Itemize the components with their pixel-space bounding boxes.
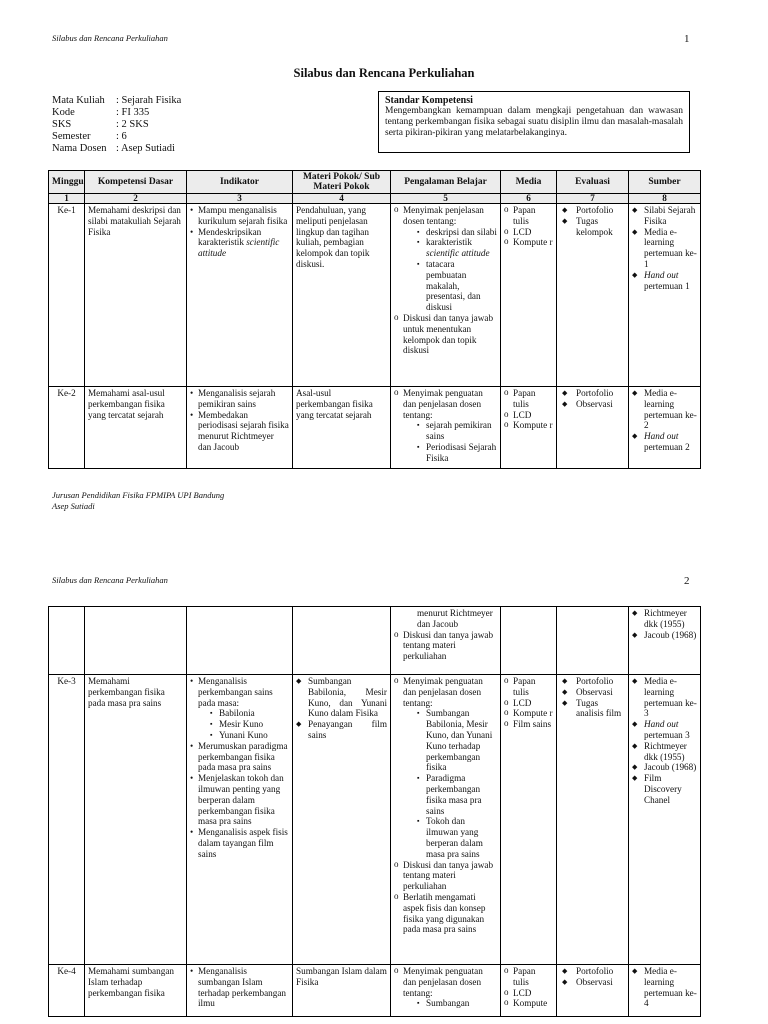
list-item: ▪ Tokoh dan ilmuwan yang berperan dalam masa pra sains [417, 816, 497, 859]
list-item: ◆ Observasi [560, 977, 625, 988]
syllabus-table-page2 [48, 606, 701, 1017]
list-item: o Kompute r [504, 420, 553, 431]
list-item: o Papan tulis [504, 205, 553, 227]
evaluasi-cell [557, 204, 629, 387]
list-item: ◆ Richtmeyer dkk (1955) [632, 741, 697, 763]
table-row [49, 965, 701, 1017]
minggu-cell: Ke-4 [49, 965, 85, 1017]
indikator-cell [187, 387, 293, 469]
info-label: Kode [52, 107, 75, 118]
materi-cell: Sumbangan Islam dalam Fisika [293, 965, 391, 1017]
pengalaman-cell [391, 675, 501, 965]
indikator-cell [187, 675, 293, 965]
list-item: • Menjelaskan tokoh dan ilmuwan penting yang berperan dalam perkembangan fisika masa pra sains [190, 773, 289, 827]
list-item: o Kompute r [504, 237, 553, 248]
sumber-text: pertemuan 3 [644, 729, 690, 740]
pengalaman-text: Menyimak penjelasan dosen tentang: [403, 205, 484, 226]
list-item: ▪ deskripsi dan silabi [417, 227, 497, 238]
list-item: ◆ Observasi [560, 399, 625, 410]
sumber-cell [629, 965, 701, 1017]
list-item: ◆ Portofolio [560, 388, 625, 399]
pengalaman-text: Menyimak penguatan dan penjelasan dosen tentang: [403, 388, 483, 420]
list-item [394, 205, 497, 313]
table-row [49, 387, 701, 469]
col-header: Indikator [187, 171, 293, 194]
list-item: • Menganalisis sumbangan Islam terhadap perkembangan ilmu [190, 966, 289, 1009]
col-header: Media [501, 171, 557, 194]
list-item: ◆ Tugas kelompok [560, 216, 625, 238]
italic-term: scientific attitude [426, 248, 490, 259]
kompetensi-cell: Memahami asal-usul perkembangan fisika yang tercatat sejarah [85, 387, 187, 469]
list-item: ◆ Observasi [560, 687, 625, 698]
col-number: 7 [557, 194, 629, 204]
list-item: o Diskusi dan tanya jawab tentang materi perkuliahan [394, 630, 497, 662]
indikator-cell [187, 965, 293, 1017]
list-item: ▪ sejarah pemikiran sains [417, 420, 497, 442]
pengalaman-text: Menyimak penguatan dan penjelasan dosen tentang: [403, 966, 483, 998]
kompetensi-cell: Memahami perkembangan fisika pada masa pra sains [85, 675, 187, 965]
media-cell [501, 675, 557, 965]
running-header: Silabus dan Rencana Perkuliahan [52, 33, 168, 43]
list-item: • Mampu menganalisis kurikulum sejarah fisika [190, 205, 289, 227]
col-header: Minggu [49, 171, 85, 194]
indikator-text: Mendeskripsikan karakteristik [198, 226, 262, 248]
pengalaman-cell [391, 204, 501, 387]
minggu-cell: Ke-2 [49, 387, 85, 469]
list-item [632, 431, 697, 453]
list-item: • Merumuskan paradigma perkembangan fisika pada masa pra sains [190, 741, 289, 773]
list-item: ▪ Babilonia [210, 708, 289, 719]
pengalaman-cell [391, 607, 501, 675]
list-item: ◆ Jacoub (1968) [632, 630, 697, 641]
sumber-text: pertemuan 2 [644, 441, 690, 452]
list-item: o LCD [504, 988, 553, 999]
list-item: ◆ Tugas analisis film [560, 698, 625, 720]
list-item: o Kompute r [504, 708, 553, 719]
list-item: o LCD [504, 698, 553, 709]
standar-kompetensi-box [378, 91, 690, 153]
list-item: o LCD [504, 410, 553, 421]
list-item: ▪ Yunani Kuno [210, 730, 289, 741]
list-item: o Papan tulis [504, 966, 553, 988]
list-item: ◆ Media e-learning pertemuan ke-2 [632, 388, 697, 431]
list-item [394, 676, 497, 860]
syllabus-table-page1 [48, 170, 701, 469]
indikator-cell [187, 204, 293, 387]
standar-kompetensi-text: Mengembangkan kemampuan dalam mengkaji pengetahuan dan wawasan tentang perkembangan fisika sebagai suatu disiplin ilmu dan masalah-masalah serta pikiran-pikiran yang melatarbelakanginya. [385, 106, 683, 138]
sumber-cell [629, 675, 701, 965]
course-info [52, 95, 181, 155]
evaluasi-cell [557, 965, 629, 1017]
info-label: Nama Dosen [52, 143, 107, 154]
col-number: 1 [49, 194, 85, 204]
media-cell [501, 204, 557, 387]
pengalaman-text: Menyimak penguatan dan penjelasan dosen tentang: [403, 676, 483, 708]
list-item [190, 676, 289, 741]
list-item: ◆ Media e-learning pertemuan ke-4 [632, 966, 697, 1009]
info-value: : Sejarah Fisika [116, 95, 182, 106]
col-header: Sumber [629, 171, 701, 194]
list-item: o Diskusi dan tanya jawab tentang materi perkuliahan [394, 860, 497, 892]
list-item: • Membedakan periodisasi sejarah fisika menurut Richtmeyer dan Jacoub [190, 410, 289, 453]
list-item: ▪ Sumbangan Babilonia, Mesir Kuno, dan Yunani Kuno terhadap perkembangan fisika [417, 708, 497, 773]
running-header: Silabus dan Rencana Perkuliahan [52, 575, 168, 585]
list-item: ◆ Portofolio [560, 966, 625, 977]
materi-cell: Pendahuluan, yang meliputi penjelasan lingkup dan tagihan kuliah, pembagian kelompok dan topik diskusi. [293, 204, 391, 387]
table-row [49, 204, 701, 387]
list-item: ▪ Paradigma perkembangan fisika masa pra sains [417, 773, 497, 816]
list-item: ▪ Sumbangan [417, 998, 497, 1009]
list-item [632, 719, 697, 741]
info-value: : 6 [116, 131, 127, 142]
table-row [49, 675, 701, 965]
italic-term: Hand out [644, 269, 679, 280]
pengalaman-cell [391, 387, 501, 469]
materi-cell: Asal-usul perkembangan fisika yang tercatat sejarah [293, 387, 391, 469]
continued-text: menurut Richtmeyer dan Jacoub [417, 608, 493, 629]
list-item: o Papan tulis [504, 388, 553, 410]
list-item: o Papan tulis [504, 676, 553, 698]
list-item [394, 966, 497, 1009]
italic-term: scientific attitude [198, 237, 280, 259]
indikator-text: Menganalisis perkembangan sains pada masa: [198, 676, 273, 708]
col-number: 4 [293, 194, 391, 204]
kompetensi-cell: Memahami sumbangan Islam terhadap perkembangan fisika [85, 965, 187, 1017]
list-item: ◆ Portofolio [560, 676, 625, 687]
minggu-cell: Ke-3 [49, 675, 85, 965]
col-number: 3 [187, 194, 293, 204]
info-value: : FI 335 [116, 107, 150, 118]
list-item: ◆ Media e-learning pertemuan ke-3 [632, 676, 697, 719]
col-header: Pengalaman Belajar [391, 171, 501, 194]
col-number: 8 [629, 194, 701, 204]
list-item: ▪ tatacara pembuatan makalah, presentasi, dan diskusi [417, 259, 497, 313]
list-item: o LCD [504, 227, 553, 238]
col-number: 5 [391, 194, 501, 204]
list-item: • Menganalisis sejarah pemikiran sains [190, 388, 289, 410]
list-item: • Menganalisis aspek fisis dalam tayangan film sains [190, 827, 289, 859]
footer-department: Jurusan Pendidikan Fisika FPMIPA UPI Bandung [52, 490, 225, 500]
col-number: 6 [501, 194, 557, 204]
sub-text: karakteristik [426, 237, 472, 248]
list-item: o Film sains [504, 719, 553, 730]
info-label: Mata Kuliah [52, 95, 105, 106]
col-number: 2 [85, 194, 187, 204]
list-item: ◆ Silabi Sejarah Fisika [632, 205, 697, 227]
col-header: Evaluasi [557, 171, 629, 194]
minggu-cell: Ke-1 [49, 204, 85, 387]
list-item: o Diskusi dan tanya jawab untuk menentukan kelompok dan topik diskusi [394, 313, 497, 356]
list-item: ◆ Portofolio [560, 205, 625, 216]
kompetensi-cell: Memahami deskripsi dan silabi matakuliah Sejarah Fisika [85, 204, 187, 387]
info-value: : 2 SKS [116, 119, 149, 130]
list-item [394, 388, 497, 464]
footer-author: Asep Sutiadi [52, 501, 95, 511]
table-row [49, 607, 701, 675]
evaluasi-cell [557, 387, 629, 469]
list-item: ◆ Penayangan film sains [296, 719, 387, 741]
info-value: : Asep Sutiadi [116, 143, 175, 154]
italic-term: Hand out [644, 719, 679, 730]
page-footer [52, 490, 224, 512]
list-item: o Kompute [504, 998, 553, 1009]
list-item: ◆ Media e-learning pertemuan ke-1 [632, 227, 697, 270]
list-item: o Berlatih mengamati aspek fisis dan konsep fisika yang digunakan pada masa pra sains [394, 892, 497, 935]
col-header: Materi Pokok/ Sub Materi Pokok [293, 171, 391, 194]
list-item [632, 270, 697, 292]
sumber-cell [629, 607, 701, 675]
page-number: 1 [684, 33, 690, 45]
page-number: 2 [684, 575, 690, 587]
media-cell [501, 965, 557, 1017]
list-item [190, 227, 289, 259]
col-header: Kompetensi Dasar [85, 171, 187, 194]
list-item: ◆ Film Discovery Chanel [632, 773, 697, 805]
standar-kompetensi-heading: Standar Kompetensi [385, 95, 473, 106]
media-cell [501, 387, 557, 469]
sumber-cell [629, 204, 701, 387]
list-item: ◆ Richtmeyer dkk (1955) [632, 608, 697, 630]
materi-cell [293, 675, 391, 965]
pengalaman-cell [391, 965, 501, 1017]
list-item: ▪ Periodisasi Sejarah Fisika [417, 442, 497, 464]
italic-term: Hand out [644, 431, 679, 442]
list-item: ▪ Mesir Kuno [210, 719, 289, 730]
info-label: Semester [52, 131, 91, 142]
page-title: Silabus dan Rencana Perkuliahan [293, 66, 475, 80]
evaluasi-cell [557, 675, 629, 965]
sumber-cell [629, 387, 701, 469]
list-item: ◆ Sumbangan Babilonia, Mesir Kuno, dan Yunani Kuno dalam Fisika [296, 676, 387, 719]
list-item [417, 237, 497, 259]
info-label: SKS [52, 119, 72, 130]
sumber-text: pertemuan 1 [644, 280, 690, 291]
list-item: ◆ Jacoub (1968) [632, 762, 697, 773]
